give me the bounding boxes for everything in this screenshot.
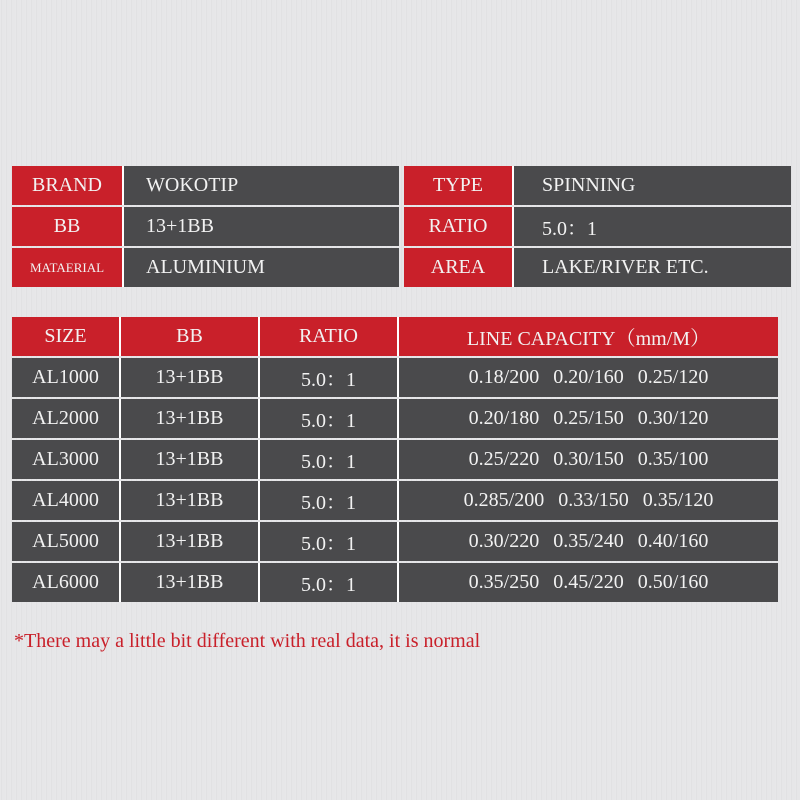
model-line-capacity bbox=[399, 358, 778, 397]
capacity-value: 0.35/250 bbox=[468, 571, 540, 593]
specs-table-right bbox=[404, 166, 791, 289]
spec-key: BB bbox=[12, 207, 124, 246]
table-row bbox=[12, 440, 778, 479]
spec-value: SPINNING bbox=[514, 166, 791, 205]
capacity-value: 0.25/220 bbox=[468, 448, 540, 470]
spec-key: TYPE bbox=[404, 166, 514, 205]
disclaimer-note: *There may a little bit different with real data, it is normal bbox=[14, 630, 481, 652]
model-ratio: 5.0：1 bbox=[260, 440, 399, 479]
model-bb: 13+1BB bbox=[121, 399, 260, 438]
spec-key: RATIO bbox=[404, 207, 514, 246]
table-row bbox=[12, 358, 778, 397]
model-ratio: 5.0：1 bbox=[260, 399, 399, 438]
table-row bbox=[12, 481, 778, 520]
capacity-value: 0.20/180 bbox=[468, 407, 540, 429]
capacity-value: 0.20/160 bbox=[553, 366, 624, 388]
spec-value: LAKE/RIVER ETC. bbox=[514, 248, 791, 287]
capacity-value: 0.40/160 bbox=[637, 530, 709, 552]
spec-key: MATAERIAL bbox=[12, 248, 124, 287]
spec-value: WOKOTIP bbox=[124, 166, 399, 205]
capacity-value: 0.35/240 bbox=[553, 530, 624, 552]
capacity-value: 0.30/150 bbox=[553, 448, 624, 470]
spec-row-brand bbox=[12, 166, 399, 205]
model-size: AL5000 bbox=[12, 522, 121, 561]
model-ratio: 5.0：1 bbox=[260, 563, 399, 602]
spec-value: 13+1BB bbox=[124, 207, 399, 246]
header-line-capacity: LINE CAPACITY（mm/M） bbox=[399, 317, 778, 356]
model-bb: 13+1BB bbox=[121, 481, 260, 520]
model-line-capacity bbox=[399, 440, 778, 479]
model-bb: 13+1BB bbox=[121, 522, 260, 561]
capacity-value: 0.50/160 bbox=[637, 571, 709, 593]
model-line-capacity bbox=[399, 399, 778, 438]
capacity-value: 0.45/220 bbox=[553, 571, 624, 593]
model-ratio: 5.0：1 bbox=[260, 481, 399, 520]
spec-row-ratio bbox=[404, 207, 791, 246]
capacity-value: 0.285/200 bbox=[463, 489, 545, 511]
capacity-value: 0.35/120 bbox=[642, 489, 714, 511]
header-size: SIZE bbox=[12, 317, 121, 356]
spec-value: 5.0：1 bbox=[514, 207, 791, 246]
model-size: AL6000 bbox=[12, 563, 121, 602]
model-ratio: 5.0：1 bbox=[260, 358, 399, 397]
table-row bbox=[12, 399, 778, 438]
model-bb: 13+1BB bbox=[121, 440, 260, 479]
spec-row-material bbox=[12, 248, 399, 287]
spec-row-area bbox=[404, 248, 791, 287]
header-ratio: RATIO bbox=[260, 317, 399, 356]
model-line-capacity bbox=[399, 481, 778, 520]
models-table bbox=[12, 317, 778, 604]
model-ratio: 5.0：1 bbox=[260, 522, 399, 561]
header-bb: BB bbox=[121, 317, 260, 356]
model-bb: 13+1BB bbox=[121, 358, 260, 397]
capacity-value: 0.25/150 bbox=[553, 407, 624, 429]
capacity-value: 0.25/120 bbox=[637, 366, 709, 388]
model-size: AL1000 bbox=[12, 358, 121, 397]
spec-row-type bbox=[404, 166, 791, 205]
spec-key: BRAND bbox=[12, 166, 124, 205]
spec-row-bb bbox=[12, 207, 399, 246]
capacity-value: 0.30/120 bbox=[637, 407, 709, 429]
models-table-header bbox=[12, 317, 778, 356]
spec-value: ALUMINIUM bbox=[124, 248, 399, 287]
capacity-value: 0.30/220 bbox=[468, 530, 540, 552]
model-line-capacity bbox=[399, 563, 778, 602]
specs-table-left bbox=[12, 166, 399, 289]
table-row bbox=[12, 563, 778, 602]
model-line-capacity bbox=[399, 522, 778, 561]
capacity-value: 0.35/100 bbox=[637, 448, 709, 470]
table-row bbox=[12, 522, 778, 561]
model-size: AL4000 bbox=[12, 481, 121, 520]
spec-key: AREA bbox=[404, 248, 514, 287]
model-bb: 13+1BB bbox=[121, 563, 260, 602]
capacity-value: 0.33/150 bbox=[558, 489, 629, 511]
capacity-value: 0.18/200 bbox=[468, 366, 540, 388]
model-size: AL2000 bbox=[12, 399, 121, 438]
model-size: AL3000 bbox=[12, 440, 121, 479]
